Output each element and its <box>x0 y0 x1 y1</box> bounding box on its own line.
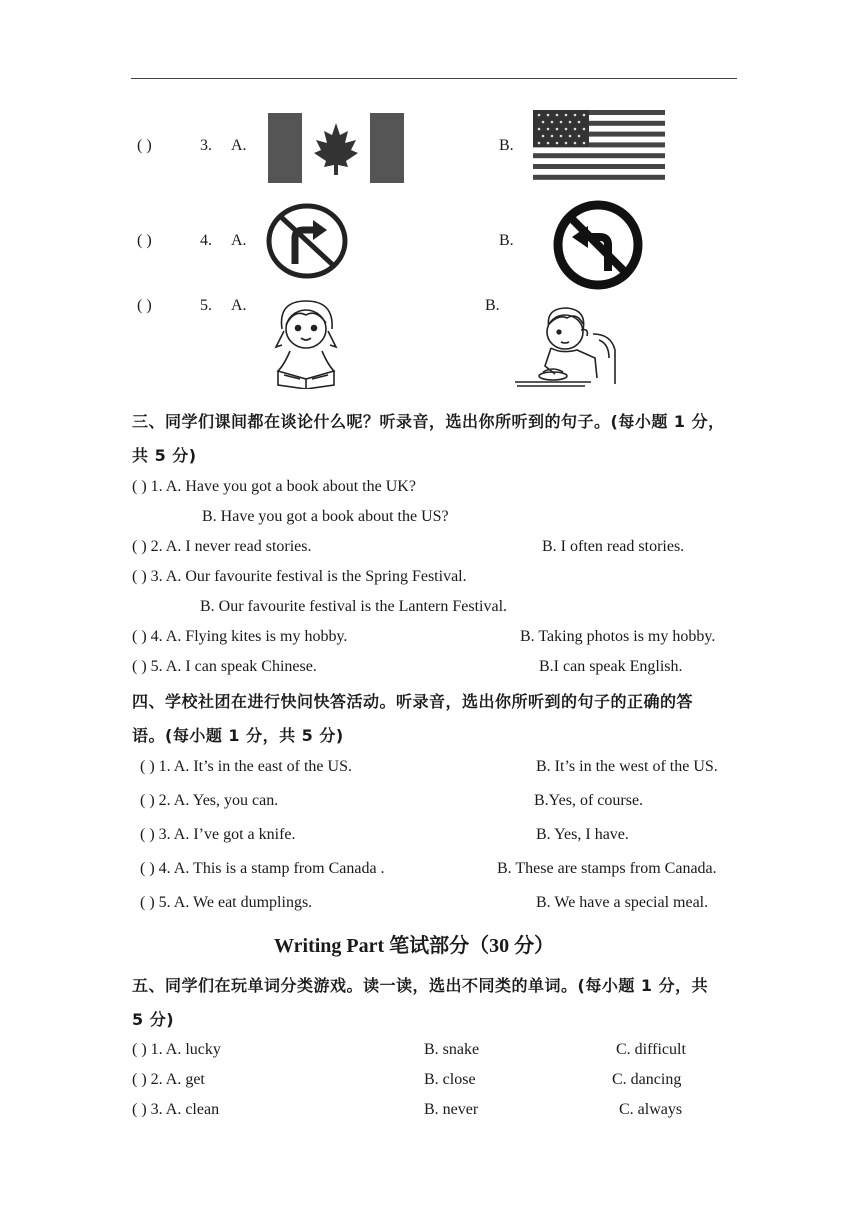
top-rule <box>131 78 737 79</box>
question-item: ( ) 3. A. clean <box>132 1101 220 1118</box>
answer-bracket: ( ) <box>137 297 152 314</box>
question-item: ( ) 4. A. Flying kites is my hobby. <box>132 628 348 645</box>
section-4-heading-cont: 语。(每小题 1 分，共 5 分) <box>132 726 344 745</box>
answer-bracket: ( ) <box>137 232 152 249</box>
question-item: ( ) 5. A. We eat dumplings. <box>140 894 313 911</box>
option-c: C. always <box>619 1101 683 1118</box>
option-c: C. difficult <box>616 1041 686 1058</box>
no-left-turn-icon <box>552 199 644 291</box>
section-4-heading: 四、学校社团在进行快问快答活动。听录音，选出你所听到的句子的正确的答 <box>132 692 694 711</box>
option-b: B.Yes, of course. <box>534 792 644 809</box>
option-b: B. We have a special meal. <box>536 894 709 911</box>
question-item: ( ) 2. A. get <box>132 1071 205 1088</box>
option-b: B. Our favourite festival is the Lantern Festival. <box>200 598 508 615</box>
option-b: B. It’s in the west of the US. <box>536 758 718 775</box>
section-5-heading: 五、同学们在玩单词分类游戏。读一读，选出不同类的单词。(每小题 1 分，共 <box>132 976 709 995</box>
option-b: B.I can speak English. <box>539 658 683 675</box>
question-item: ( ) 2. A. Yes, you can. <box>140 792 279 809</box>
question-item: ( ) 4. A. This is a stamp from Canada . <box>140 860 385 877</box>
option-b-label: B. <box>485 297 500 314</box>
no-right-turn-icon <box>265 202 349 280</box>
option-b: B. close <box>424 1071 476 1088</box>
girl-reading-icon <box>268 295 346 389</box>
option-b: B. I often read stories. <box>542 538 685 555</box>
option-b: B. These are stamps from Canada. <box>497 860 717 877</box>
option-b: B. Taking photos is my hobby. <box>520 628 716 645</box>
writing-part-title: Writing Part 笔试部分（30 分） <box>274 935 555 957</box>
question-item: ( ) 1. A. Have you got a book about the UK? <box>132 478 416 495</box>
answer-bracket: ( ) <box>137 137 152 154</box>
option-b-label: B. <box>499 232 514 249</box>
canada-flag-icon <box>268 113 404 183</box>
option-b: B. never <box>424 1101 479 1118</box>
question-number: 4. <box>200 232 212 249</box>
option-b: B. snake <box>424 1041 480 1058</box>
option-a-label: A. <box>231 232 247 249</box>
question-item: ( ) 1. A. It’s in the east of the US. <box>140 758 352 775</box>
question-item: ( ) 1. A. lucky <box>132 1041 221 1058</box>
section-5-heading-cont: 5 分) <box>132 1010 175 1029</box>
option-a-label: A. <box>231 137 247 154</box>
question-number: 3. <box>200 137 212 154</box>
boy-eating-icon <box>515 304 619 388</box>
question-item: ( ) 3. A. I’ve got a knife. <box>140 826 296 843</box>
question-number: 5. <box>200 297 212 314</box>
question-item: ( ) 3. A. Our favourite festival is the Spring Festival. <box>132 568 467 585</box>
option-c: C. dancing <box>612 1071 682 1088</box>
question-item: ( ) 5. A. I can speak Chinese. <box>132 658 317 675</box>
option-a-label: A. <box>231 297 247 314</box>
option-b: B. Have you got a book about the US? <box>202 508 449 525</box>
question-item: ( ) 2. A. I never read stories. <box>132 538 312 555</box>
option-b-label: B. <box>499 137 514 154</box>
section-3-heading-cont: 共 5 分) <box>132 446 197 465</box>
section-3-heading: 三、同学们课间都在谈论什么呢？听录音，选出你所听到的句子。(每小题 1 分， <box>132 412 725 431</box>
option-b: B. Yes, I have. <box>536 826 629 843</box>
us-flag-icon <box>533 110 665 180</box>
